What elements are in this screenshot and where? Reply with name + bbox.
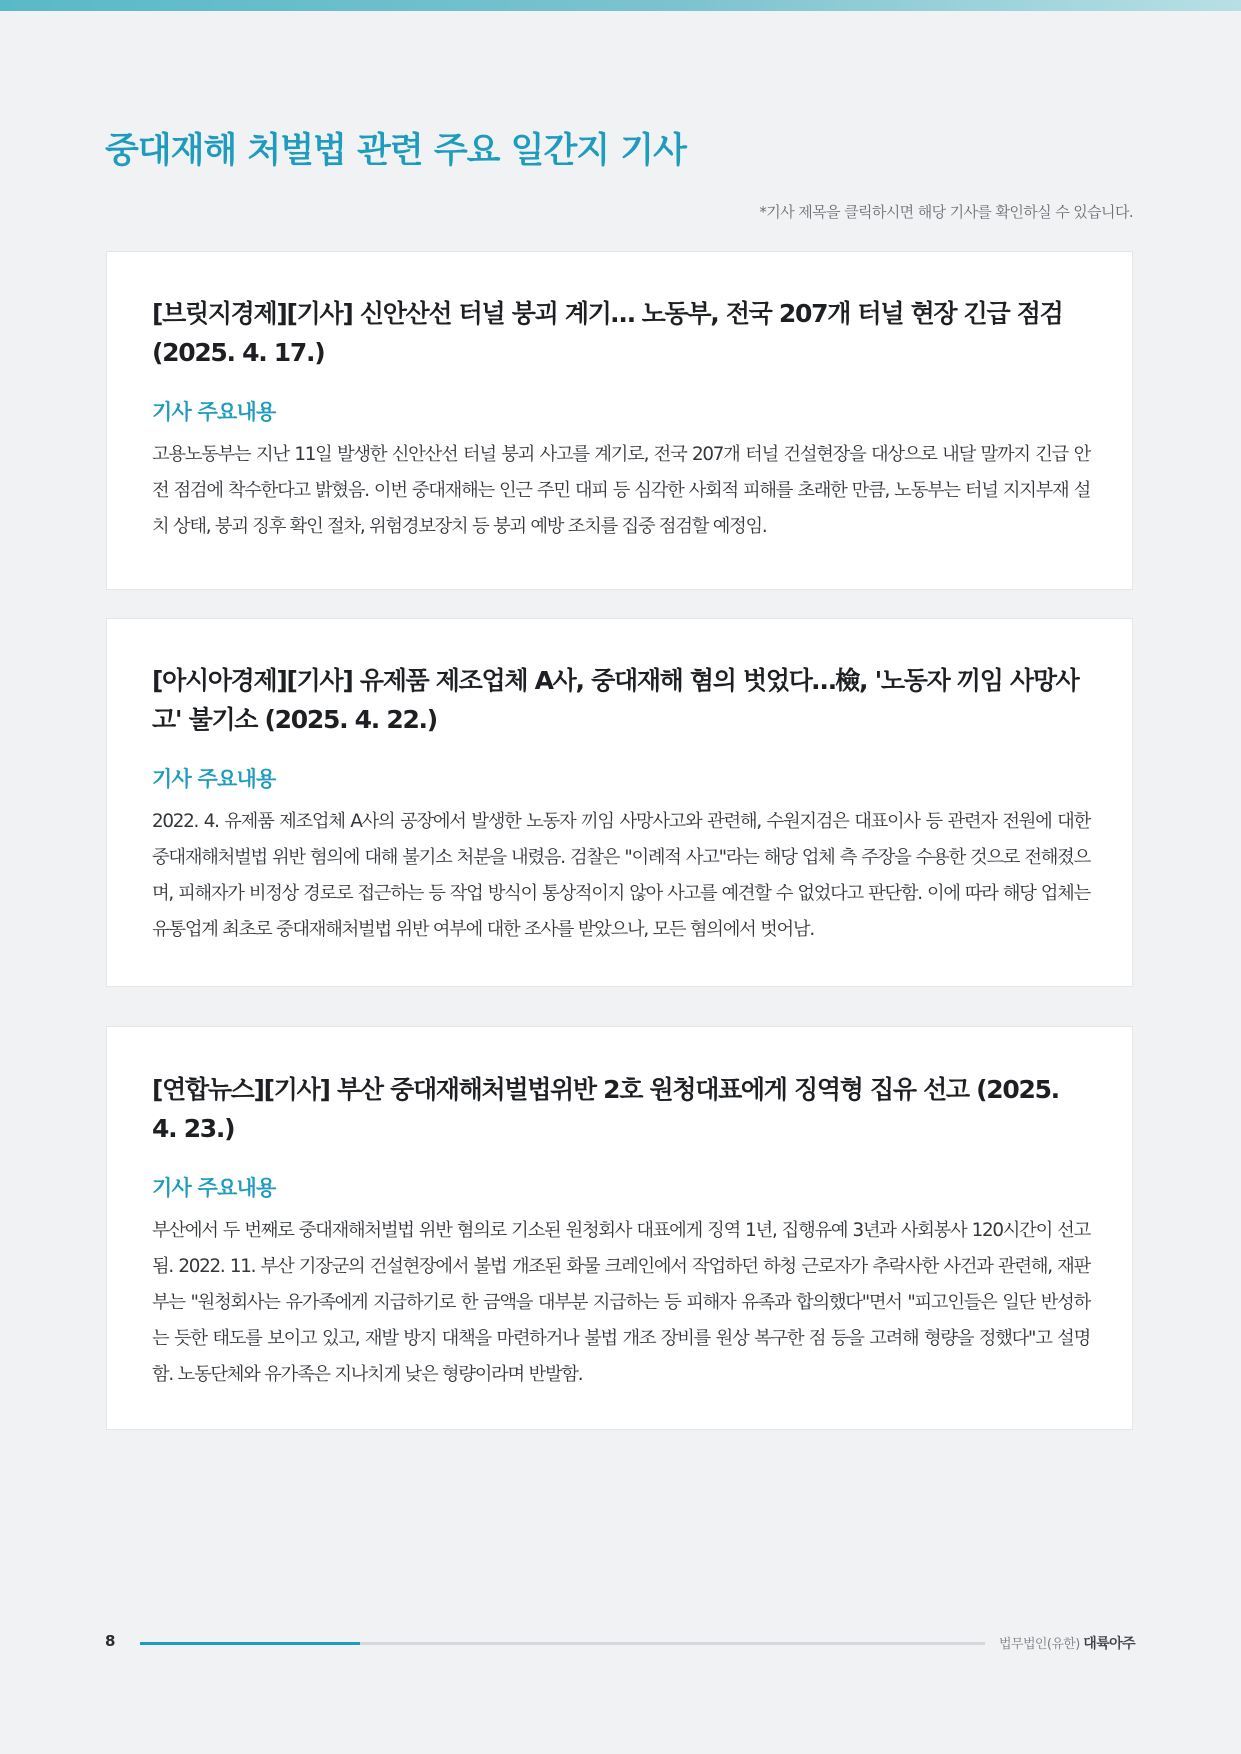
article-title-link[interactable]: [브릿지경제][기사] 신안산선 터널 붕괴 계기… 노동부, 전국 207개 터널 현장 긴급 점검 (2025. 4. 17.) xyxy=(152,299,1063,367)
section-label: 기사 주요내용 xyxy=(152,400,276,424)
article-summary: 2022. 4. 유제품 제조업체 A사의 공장에서 발생한 노동자 끼임 사망사고와 관련해, 수원지검은 대표이사 등 관련자 전원에 대한 중대재해처벌법 위반 혐의에 대해 불기소 처분을 내렸음. 검찰은 "이례적 사고"라는 해당 업체 측 주장을 수용한 것으로 전해졌으며, 피해자가 비정상 경로로 접근하는 등 작업 방식이 통상적이지 않아 사고를 예견할 수 없었다고 판단함. 이에 따라 해당 업체는 유통업계 최초로 중대재해처벌법 위반 여부에 대한 조사를 받았으나, 모든 혐의에서 벗어남. xyxy=(152,811,1090,940)
page-number: 8 xyxy=(105,1632,116,1650)
firm-name xyxy=(999,1633,1135,1653)
page-progress-fill xyxy=(140,1642,360,1645)
section-label: 기사 주요내용 xyxy=(152,767,276,791)
click-notice: *기사 제목을 클릭하시면 해당 기사를 확인하실 수 있습니다. xyxy=(759,203,1133,221)
section-label: 기사 주요내용 xyxy=(152,1176,276,1200)
article-title-link[interactable]: [연합뉴스][기사] 부산 중대재해처벌법위반 2호 원청대표에게 징역형 집유 선고 (2025. 4. 23.) xyxy=(152,1075,1059,1143)
article-summary: 고용노동부는 지난 11일 발생한 신안산선 터널 붕괴 사고를 계기로, 전국 207개 터널 건설현장을 대상으로 내달 말까지 긴급 안전 점검에 착수한다고 밝혔음. 이번 중대재해는 인근 주민 대피 등 심각한 사회적 피해를 초래한 만큼, 노동부는 터널 지지부재 설치 상태, 붕괴 징후 확인 절차, 위험경보장치 등 붕괴 예방 조치를 집중 점검할 예정임. xyxy=(152,444,1090,537)
page-progress-track xyxy=(140,1642,985,1645)
firm-brand: 대륙아주 xyxy=(1083,1636,1135,1652)
top-accent-bar xyxy=(0,0,1241,11)
firm-prefix: 법무법인(유한) xyxy=(999,1637,1080,1652)
page-title: 중대재해 처벌법 관련 주요 일간지 기사 xyxy=(105,131,686,172)
article-summary: 부산에서 두 번째로 중대재해처벌법 위반 혐의로 기소된 원청회사 대표에게 징역 1년, 집행유예 3년과 사회봉사 120시간이 선고됨. 2022. 11. 부산 기장군의 건설현장에서 불법 개조된 화물 크레인에서 작업하던 하청 근로자가 추락사한 사건과 관련해, 재판부는 "원청회사는 유가족에게 지급하기로 한 금액을 대부분 지급하는 등 피해자 유족과 합의했다"면서 "피고인들은 일단 반성하는 듯한 태도를 보이고 있고, 재발 방지 대책을 마련하거나 불법 개조 장비를 원상 복구한 점 등을 고려해 형량을 정했다"고 설명함. 노동단체와 유가족은 지나치게 낮은 형량이라며 반발함. xyxy=(152,1220,1090,1385)
article-title-link[interactable]: [아시아경제][기사] 유제품 제조업체 A사, 중대재해 혐의 벗었다…檢, '노동자 끼임 사망사고' 불기소 (2025. 4. 22.) xyxy=(152,666,1079,734)
article-card-3 xyxy=(106,1026,1133,1430)
article-card-1 xyxy=(106,251,1133,590)
article-card-2 xyxy=(106,618,1133,987)
